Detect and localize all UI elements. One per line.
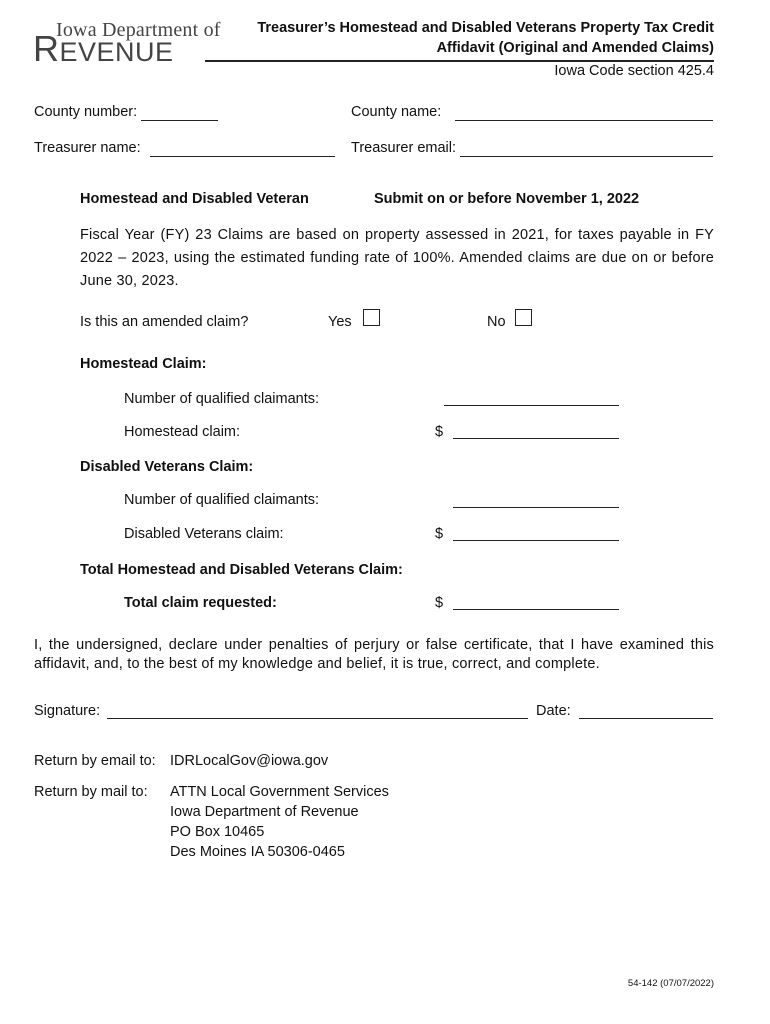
veterans-claim-label: Disabled Veterans claim: [124, 526, 284, 542]
veterans-heading: Disabled Veterans Claim: [80, 459, 254, 475]
total-claim-field[interactable] [453, 609, 619, 610]
logo-initial: R [33, 28, 60, 69]
homestead-claimants-field[interactable] [444, 405, 619, 406]
county-number-field[interactable] [141, 120, 218, 121]
homestead-claim-field[interactable] [453, 438, 619, 439]
county-name-label: County name: [351, 104, 442, 120]
signature-field[interactable] [107, 718, 528, 719]
form-title-line2: Affidavit (Original and Amended Claims) [436, 40, 714, 56]
total-currency: $ [435, 595, 444, 611]
address-line: ATTN Local Government Services [170, 784, 389, 800]
code-section: Iowa Code section 425.4 [554, 63, 714, 79]
date-label: Date: [536, 703, 571, 719]
total-heading: Total Homestead and Disabled Veterans Claim: [80, 562, 403, 578]
amended-no-label: No [487, 314, 506, 330]
treasurer-email-field[interactable] [460, 156, 713, 157]
return-email-label: Return by email to: [34, 753, 156, 769]
veterans-claim-field[interactable] [453, 540, 619, 541]
amended-question: Is this an amended claim? [80, 314, 249, 330]
logo-wordmark [33, 28, 174, 69]
homestead-claim-label: Homestead claim: [124, 424, 241, 440]
return-email-value: IDRLocalGov@iowa.gov [170, 753, 329, 769]
logo-rest: EVENUE [59, 37, 174, 67]
veterans-claimants-label: Number of qualified claimants: [124, 492, 320, 508]
homestead-heading: Homestead Claim: [80, 356, 207, 372]
signature-label: Signature: [34, 703, 101, 719]
address-line: PO Box 10465 [170, 824, 265, 840]
form-title-line1: Treasurer’s Homestead and Disabled Veterans Property Tax Credit [257, 20, 714, 36]
return-mail-label: Return by mail to: [34, 784, 148, 800]
homestead-claimants-label: Number of qualified claimants: [124, 391, 320, 407]
treasurer-name-label: Treasurer name: [34, 140, 141, 156]
county-number-label: County number: [34, 104, 138, 120]
declaration-text: I, the undersigned, declare under penalties of perjury or false certificate, that I have examined this affidavit, and, to the best of my knowledge and belief, it is true, correct, and complete. [34, 637, 714, 672]
amended-no-checkbox[interactable] [515, 309, 532, 326]
submit-deadline: Submit on or before November 1, 2022 [374, 191, 640, 207]
amended-yes-checkbox[interactable] [363, 309, 380, 326]
treasurer-email-label: Treasurer email: [351, 140, 457, 156]
county-name-field[interactable] [455, 120, 713, 121]
total-claim-label: Total claim requested: [124, 595, 277, 611]
header-rule [205, 60, 714, 62]
amended-yes-label: Yes [328, 314, 352, 330]
mailing-address [170, 782, 389, 862]
form-number: 54-142 (07/07/2022) [627, 978, 714, 989]
address-line: Des Moines IA 50306-0465 [170, 844, 345, 860]
veterans-currency: $ [435, 526, 444, 542]
date-field[interactable] [579, 718, 713, 719]
form-title [194, 18, 714, 58]
treasurer-name-field[interactable] [150, 156, 335, 157]
homestead-currency: $ [435, 424, 444, 440]
logo-subtitle: Iowa Department of [56, 19, 221, 41]
veterans-claimants-field[interactable] [453, 507, 619, 508]
address-line: Iowa Department of Revenue [170, 804, 359, 820]
fiscal-year-paragraph: Fiscal Year (FY) 23 Claims are based on property assessed in 2021, for taxes payable in FY 2022 – 2023, using the estimated funding rate of 100%. Amended claims are due on or before June 30, 2023. [80, 227, 714, 289]
section-heading: Homestead and Disabled Veteran [80, 191, 309, 207]
